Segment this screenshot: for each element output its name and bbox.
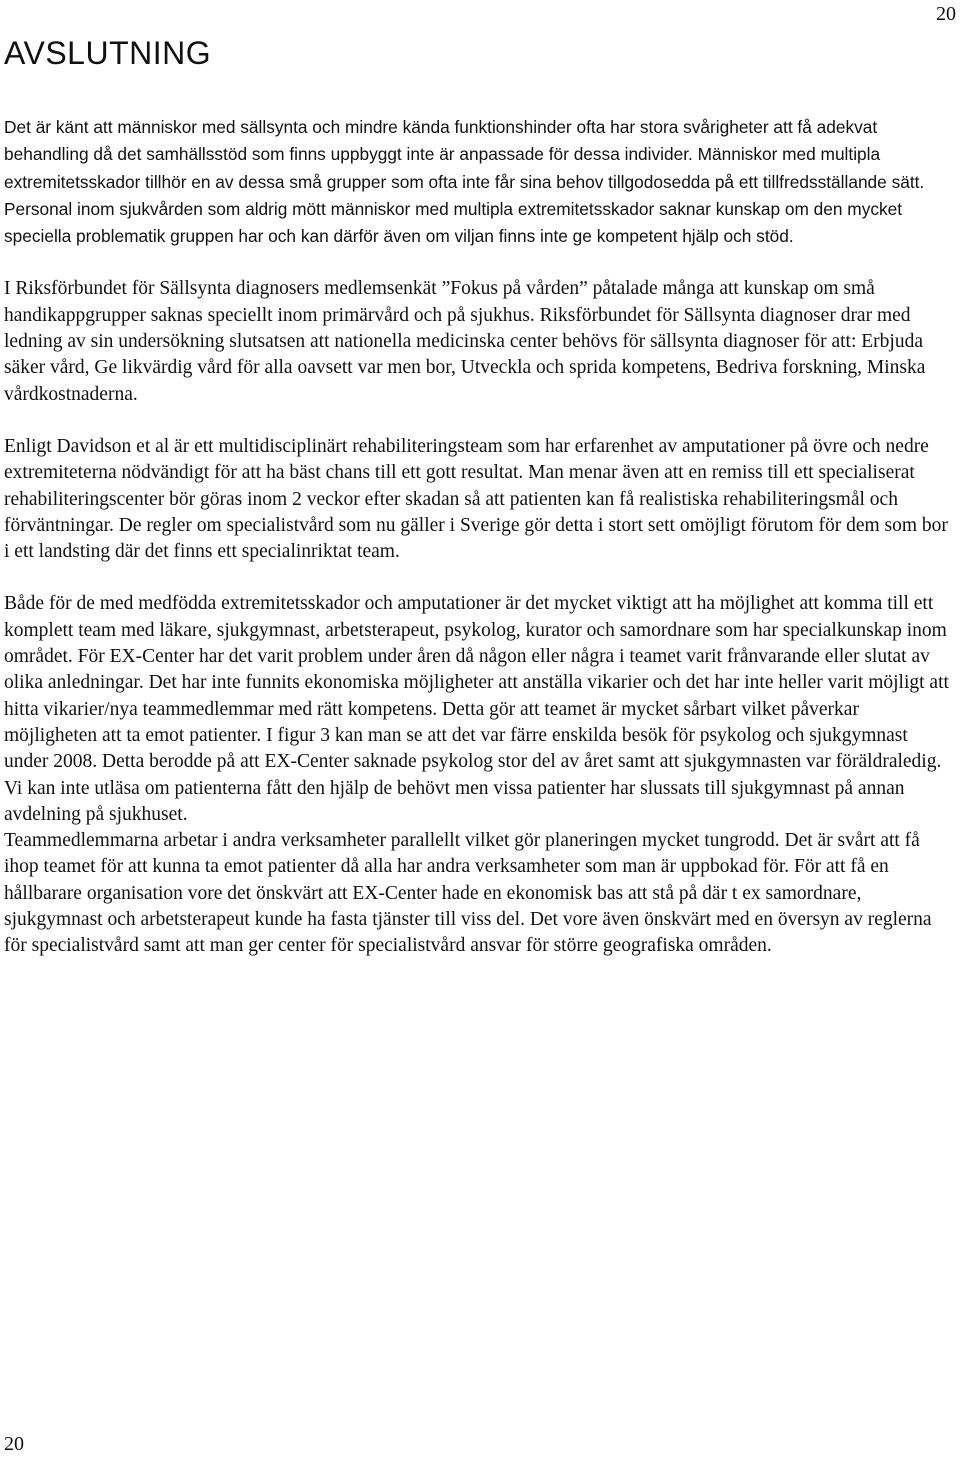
paragraph-4: Både för de med medfödda extremitetsskador och amputationer är det mycket viktigt att ha möjlighet att komma till ett komplett team med läkare, sjukgymnast, arbetsterapeut, psykolog, kurator och samordnare som har specialkunskap inom området. För EX-Center har det varit problem under åren då någon eller några i teamet varit frånvarande eller slutat av olika anledningar. Det har inte funnits ekonomiska möjligheter att anställa vikarier och det har inte heller varit möjligt att hitta vikarier/nya teammedlemmar med rätt kompetens. Detta gör att teamet är mycket sårbart vilket påverkar möjligheten att ta emot patienter. I figur 3 kan man se att det var färre enskilda besök för psykolog och sjukgymnast under 2008. Detta berodde på att EX-Center saknade psykolog stor del av året samt att sjukgymnasten var föräldraledig. Vi kan inte utläsa om patienterna fått den hjälp de behövt men vissa patienter har slussats till sjukgymnast på annan avdelning på sjukhuset. <box>4 593 949 825</box>
page-number-top: 20 <box>936 3 956 25</box>
body-text <box>4 114 956 986</box>
page-number-bottom: 20 <box>4 1433 24 1455</box>
paragraph-2: I Riksförbundet för Sällsynta diagnosers medlemsenkät ”Fokus på vården” påtalade många att kunskap om små handikappgrupper saknas speciellt inom primärvård och på sjukhus. Riksförbundet för Sällsynta diagnoser drar med ledning av sin undersökning slutsatsen att nationella medicinska center behövs för sällsynta diagnoser för att: Erbjuda säker vård, Ge likvärdig vård för alla oavsett var men bor, Utveckla och sprida kompetens, Bedriva forskning, Minska vårdkostnaderna. <box>4 278 926 405</box>
paragraph-1-text: Det är känt att människor med sällsynta och mindre kända funktionshinder ofta har stora svårigheter att få adekvat behandling då det samhällsstöd som finns uppbyggt inte är anpassade för dessa individer. Människor med multipla extremitetsskador tillhör en av dessa små grupper som ofta inte får sina behov tillgodosedda på ett tillfredsställande sätt. Personal inom sjukvården som aldrig mött människor med multipla extremitetsskador saknar kunskap om den mycket speciella problematik gruppen har och kan därför även om viljan finns inte ge kompetent hjälp och stöd. <box>4 117 925 247</box>
section-heading: AVSLUTNING <box>4 35 212 71</box>
paragraph-5: Teammedlemmarna arbetar i andra verksamheter parallellt vilket gör planeringen mycket tungrodd. Det är svårt att få ihop teamet för att kunna ta emot patienter då alla har andra verksamheter som man är uppbokad för. För att få en hållbarare organisation vore det önskvärt att EX-Center hade en ekonomisk bas att stå på där t ex samordnare, sjukgymnast och arbetsterapeut kunde ha fasta tjänster till viss del. Det vore även önskvärt med en översyn av reglerna för specialistvård samt att man ger center för specialistvård ansvar för större geografiska områden. <box>4 830 932 957</box>
paragraph-1 <box>4 114 956 250</box>
paragraph-3: Enligt Davidson et al är ett multidisciplinärt rehabiliteringsteam som har erfarenhet av amputationer på övre och nedre extremiteterna nödvändigt för att ha bäst chans till ett gott resultat. Man menar även att en remiss till ett specialiserat rehabiliteringscenter bör göras inom 2 veckor efter skadan så att patienten kan få realistiska rehabiliteringsmål och förväntningar. De regler om specialistvård som nu gäller i Sverige gör detta i stort sett omöjligt förutom för dem som bor i ett landsting där det finns ett specialinriktat team. <box>4 435 948 563</box>
